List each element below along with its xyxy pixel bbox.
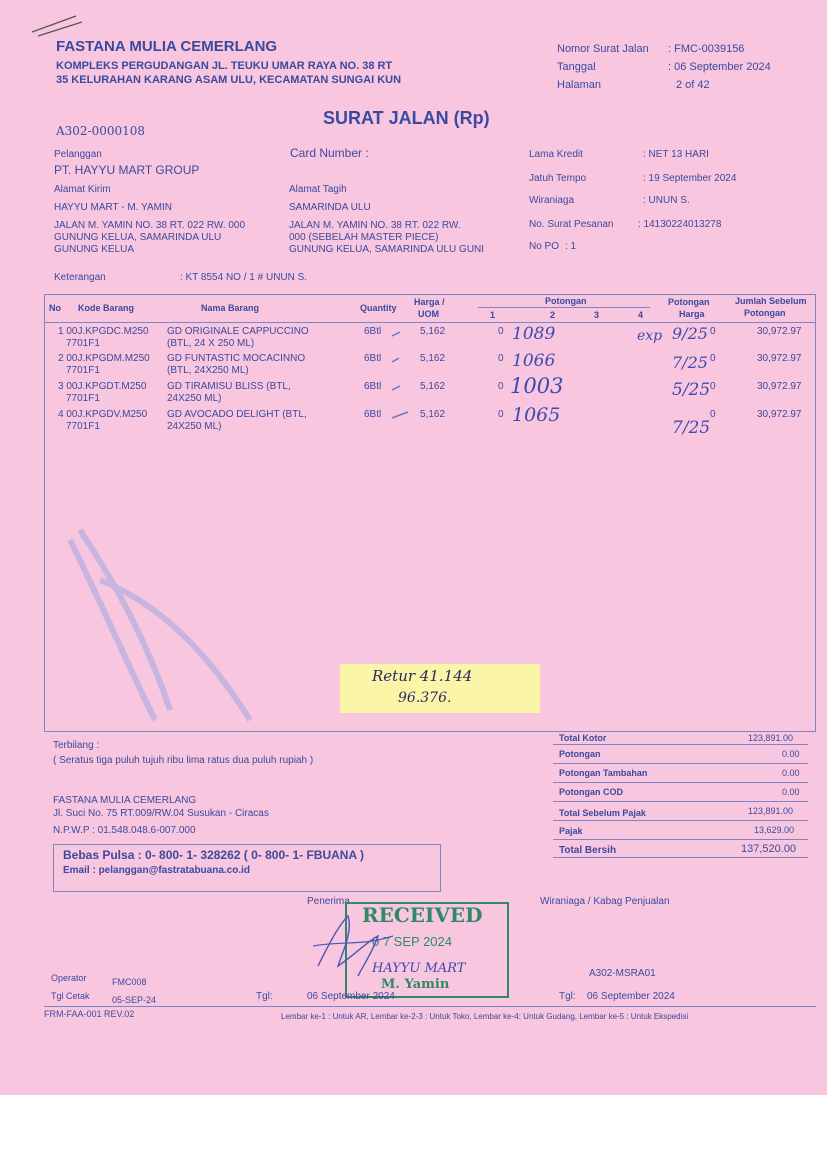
row-pot: 0	[498, 409, 504, 420]
row-qty: 6Btl	[364, 381, 382, 392]
header-jumlah-2: Potongan	[744, 308, 786, 318]
pajak-label: Pajak	[559, 826, 583, 836]
row-harga: 5,162	[420, 353, 446, 364]
row-potharga: 0	[710, 353, 716, 364]
blue-scribble-icon	[60, 520, 280, 730]
row-handwritten-qty: 1089	[512, 324, 556, 344]
operator-value: FMC008	[112, 977, 147, 987]
row-harga: 5,162	[420, 381, 446, 392]
kredit-value: : NET 13 HARI	[643, 149, 709, 160]
row-handwritten-qty: 1066	[512, 351, 556, 371]
kirim-line-3: GUNUNG KELUA	[54, 244, 135, 255]
tanggal-value: : 06 September 2024	[668, 61, 771, 73]
row-handwritten-date: 7/25	[672, 353, 708, 372]
total-bersih-value: 137,520.00	[741, 843, 797, 855]
kredit-label: Lama Kredit	[529, 149, 583, 160]
row-jumlah: 30,972.97	[757, 326, 802, 337]
row-potharga: 0	[710, 326, 716, 337]
row-handwritten-date: 7/25	[672, 418, 711, 438]
lembar-note: Lembar ke-1 : Untuk AR, Lembar ke-2-3 : Untuk Toko, Lembar ke-4: Untuk Gudang, Lembar ke-5 : Untuk Ekspedisi	[281, 1012, 689, 1021]
pesanan-label: No. Surat Pesanan	[529, 219, 614, 230]
header-pot-4: 4	[638, 310, 644, 320]
bebas-pulsa: Bebas Pulsa : 0- 800- 1- 328262 ( 0- 800- 1- FBUANA )	[63, 848, 365, 862]
header-kode: Kode Barang	[78, 303, 135, 313]
keterangan-label: Keterangan	[54, 272, 106, 283]
alamat-kirim-label: Alamat Kirim	[54, 184, 111, 195]
row-kode-2: 7701F1	[66, 421, 100, 432]
card-number-label: Card Number :	[290, 146, 369, 160]
document-code: A302-0000108	[56, 124, 146, 138]
pesanan-value: : 14130224013278	[638, 219, 722, 230]
row-qty: 6Btl	[364, 409, 382, 420]
msra-code: A302-MSRA01	[589, 968, 656, 979]
terbilang-label: Terbilang :	[53, 740, 100, 751]
footer-divider	[44, 1006, 816, 1007]
company-address-2: 35 KELURAHAN KARANG ASAM ULU, KECAMATAN SUNGAI KUN	[56, 74, 402, 86]
tagih-name: SAMARINDA ULU	[289, 202, 371, 213]
header-harga-1: Harga /	[414, 297, 445, 307]
tagih-line-2: 000 (SEBELAH MASTER PIECE)	[289, 232, 439, 243]
tanggal-label: Tanggal	[557, 61, 596, 73]
row-potharga: 0	[710, 409, 716, 420]
row-potharga: 0	[710, 381, 716, 392]
row-pot: 0	[498, 326, 504, 337]
kirim-line-1: JALAN M. YAMIN NO. 38 RT. 022 RW. 000	[54, 220, 246, 231]
row-kode-2: 7701F1	[66, 338, 100, 349]
tgl-cetak-value: 05-SEP-24	[112, 995, 157, 1005]
row-harga: 5,162	[420, 326, 446, 337]
pelanggan-label: Pelanggan	[54, 149, 102, 160]
tempo-value: : 19 September 2024	[643, 173, 737, 184]
row-nama-1: GD TIRAMISU BLISS (BTL,	[167, 381, 291, 392]
header-potharga-1: Potongan	[668, 297, 710, 307]
header-potongan: Potongan	[545, 296, 587, 306]
tgl-wiraniaga-value: 06 September 2024	[587, 991, 675, 1002]
halaman-label: Halaman	[557, 79, 602, 91]
header-harga-2: UOM	[418, 309, 439, 319]
tgl-cetak-label: Tgl Cetak	[51, 991, 90, 1001]
check-marks-icon	[390, 328, 420, 428]
table-left-border	[44, 294, 45, 732]
header-quantity: Quantity	[360, 303, 397, 313]
stamp-name: M. Yamin	[381, 977, 450, 992]
total-bersih-label: Total Bersih	[559, 845, 617, 856]
operator-label: Operator	[51, 973, 87, 983]
row-handwritten-date: 9/25	[672, 324, 708, 343]
header-pot-3: 3	[594, 310, 600, 320]
signature-icon	[308, 906, 398, 986]
potongan-tambahan-label: Potongan Tambahan	[559, 768, 648, 778]
tgl-penerima-label: Tgl:	[256, 991, 273, 1002]
row-kode-2: 7701F1	[66, 393, 100, 404]
row-qty: 6Btl	[364, 353, 382, 364]
customer-name: PT. HAYYU MART GROUP	[54, 163, 200, 177]
row-qty: 6Btl	[364, 326, 382, 337]
row-nama-1: GD ORIGINALE CAPPUCCINO	[167, 326, 309, 337]
header-nama: Nama Barang	[201, 303, 260, 313]
tagih-line-3: GUNUNG KELUA, SAMARINDA ULU GUNI	[289, 244, 485, 255]
potongan-tambahan-value: 0.00	[782, 768, 800, 778]
keterangan-value: : KT 8554 NO / 1 # UNUN S.	[180, 272, 308, 283]
wiraniaga-value: : UNUN S.	[643, 195, 690, 206]
row-no-kode: 4 00J.KPGDV.M250	[58, 409, 148, 420]
row-no-kode: 1 00J.KPGDC.M250	[58, 326, 149, 337]
potongan-value: 0.00	[782, 749, 800, 759]
row-handwritten-qty: 1065	[512, 404, 561, 426]
potongan-cod-label: Potongan COD	[559, 787, 623, 797]
row-nama-2: 24X250 ML)	[167, 393, 222, 404]
row-no-kode: 2 00J.KPGDM.M250	[58, 353, 150, 364]
potongan-sub-border	[478, 307, 650, 308]
nomor-value: : FMC-0039156	[668, 43, 745, 55]
stamp-store: HAYYU MART	[372, 961, 466, 976]
row-nama-1: GD FUNTASTIC MOCACINNO	[167, 353, 306, 364]
row-jumlah: 30,972.97	[757, 381, 802, 392]
row-nama-2: 24X250 ML)	[167, 421, 222, 432]
company-address-1: KOMPLEKS PERGUDANGAN JL. TEUKU UMAR RAYA NO. 38 RT	[56, 60, 393, 72]
stamp-date: 0 7 SEP 2024	[372, 934, 452, 949]
po-value: : 1	[565, 241, 577, 252]
terbilang-text: ( Seratus tiga puluh tujuh ribu lima ratus dua puluh rupiah )	[53, 755, 314, 766]
tagih-line-1: JALAN M. YAMIN NO. 38 RT. 022 RW.	[289, 220, 461, 231]
potongan-label: Potongan	[559, 749, 601, 759]
row-handwritten-qty: 1003	[510, 374, 564, 398]
footer-npwp: N.P.W.P : 01.548.048.6-007.000	[53, 825, 196, 836]
row-jumlah: 30,972.97	[757, 353, 802, 364]
stamp-title: RECEIVED	[362, 903, 483, 927]
kirim-line-2: GUNUNG KELUA, SAMARINDA ULU	[54, 232, 222, 243]
po-label: No PO	[529, 241, 560, 252]
footer-company-name: FASTANA MULIA CEMERLANG	[53, 795, 197, 806]
header-pot-2: 2	[550, 310, 556, 320]
row-nama-2: (BTL, 24 X 250 ML)	[167, 338, 255, 349]
row-pot: 0	[498, 381, 504, 392]
halaman-value: 2 of 42	[676, 79, 710, 91]
company-name: FASTANA MULIA CEMERLANG	[56, 38, 278, 55]
row-handwritten-date: 5/25	[672, 380, 711, 400]
tgl-penerima-value: 06 September 2024	[307, 991, 395, 1002]
pen-mark-icon	[30, 10, 90, 40]
penerima-label: Penerima	[307, 896, 350, 907]
contact-email: Email : pelanggan@fastratabuana.co.id	[63, 865, 251, 876]
row-handwritten-exp: exp	[637, 328, 663, 344]
row-nama-1: GD AVOCADO DELIGHT (BTL,	[167, 409, 307, 420]
row-pot: 0	[498, 353, 504, 364]
row-nama-2: (BTL, 24X250 ML)	[167, 365, 249, 376]
tgl-wiraniaga-label: Tgl:	[559, 991, 576, 1002]
table-top-border	[44, 294, 816, 295]
table-right-border	[815, 294, 816, 732]
pajak-value: 13,629.00	[754, 825, 795, 835]
header-potharga-2: Harga	[679, 309, 705, 319]
alamat-tagih-label: Alamat Tagih	[289, 184, 347, 195]
sticky-note-line-2: 96.376.	[398, 690, 452, 706]
total-sebelum-pajak-value: 123,891.00	[748, 806, 794, 816]
total-kotor-value: 123,891.00	[748, 733, 794, 743]
nomor-label: Nomor Surat Jalan	[557, 43, 649, 55]
kirim-name: HAYYU MART - M. YAMIN	[54, 202, 172, 213]
total-kotor-label: Total Kotor	[559, 733, 607, 743]
total-sebelum-pajak-label: Total Sebelum Pajak	[559, 808, 646, 818]
wiraniaga-sign-label: Wiraniaga / Kabag Penjualan	[540, 896, 670, 907]
sticky-note-line-1: Retur 41.144	[372, 667, 473, 685]
document-title: SURAT JALAN (Rp)	[323, 108, 490, 128]
form-code: FRM-FAA-001 REV.02	[44, 1009, 135, 1019]
row-kode-2: 7701F1	[66, 365, 100, 376]
header-no: No	[49, 303, 61, 313]
table-header-border	[44, 322, 816, 323]
row-no-kode: 3 00J.KPGDT.M250	[58, 381, 147, 392]
footer-company-address: Jl. Suci No. 75 RT.009/RW.04 Susukan - Ciracas	[53, 808, 269, 819]
header-pot-1: 1	[490, 310, 496, 320]
row-jumlah: 30,972.97	[757, 409, 802, 420]
header-jumlah-1: Jumlah Sebelum	[735, 296, 807, 306]
wiraniaga-label: Wiraniaga	[529, 195, 575, 206]
row-harga: 5,162	[420, 409, 446, 420]
tempo-label: Jatuh Tempo	[529, 173, 587, 184]
potongan-cod-value: 0.00	[782, 787, 800, 797]
